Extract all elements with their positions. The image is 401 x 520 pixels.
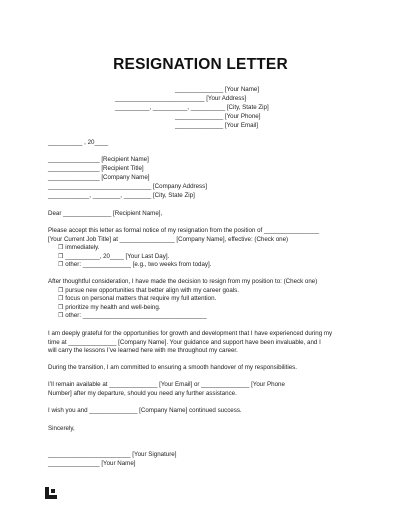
sender-phone-field: ______________ [Your Phone] — [175, 113, 261, 120]
paragraph-reason: After thoughtful consideration, I have made the decision to resign from my position to: (Check one) — [48, 278, 318, 285]
sender-address-field: __________________________ [Your Address] — [115, 95, 247, 102]
date-field: __________ , 20____ — [48, 139, 109, 146]
printed-name-field: _______________ [Your Name] — [48, 460, 136, 467]
sender-name-field: ______________ [Your Name] — [175, 86, 260, 93]
recipient-address-field: ______________________________ [Company Address] — [48, 183, 207, 190]
paragraph-availability-line-2: Number] after my departure, should you need any further assistance. — [48, 389, 237, 397]
paragraph-wishes: I wish you and ______________ [Company Name] continued success. — [48, 407, 242, 414]
recipient-city-field: ____________, ________, ________ [City, State Zip] — [48, 192, 195, 199]
salutation: Dear ______________ [Recipient Name], — [48, 210, 163, 217]
effective-option-immediately[interactable]: ❐ immediately. — [58, 244, 100, 251]
paragraph-gratitude-line-1: I am deeply grateful for the opportunities for growth and development that I have experienced during my — [48, 330, 333, 337]
paragraph-notice-line-2: [Your Current Job Title] at ________________ [Company Name], effective: (Check one) — [48, 235, 289, 243]
sender-city-field: __________, __________, __________ [City, State Zip] — [115, 104, 269, 111]
paragraph-transition: During the transition, I am committed to ensuring a smooth handover of my responsibilities. — [48, 364, 297, 371]
recipient-name-field: _______________ [Recipient Name] — [48, 156, 149, 163]
legal-templates-logo-icon — [44, 486, 58, 500]
sender-email-field: ______________ [Your Email] — [175, 122, 259, 129]
paragraph-availability-line-1: I’ll remain available at ______________ [Your Email] or ______________ [Your Phone — [48, 381, 285, 388]
reason-option-other[interactable]: ❐ other: ____________________________________ — [58, 312, 207, 319]
closing: Sincerely, — [48, 425, 75, 432]
document-title: RESIGNATION LETTER — [113, 56, 288, 73]
recipient-title-field: _______________ [Recipient Title] — [48, 165, 144, 172]
effective-option-other[interactable]: ❐ other: ______________ [e.g., two weeks from today]. — [58, 261, 212, 268]
signature-field: ________________________ [Your Signature] — [48, 451, 177, 458]
paragraph-gratitude-line-3: will carry the lessons I’ve learned here with me throughout my career. — [48, 347, 238, 354]
reason-option-opportunities[interactable]: ❐ pursue new opportunities that better align with my career goals. — [58, 286, 239, 294]
recipient-company-field: _______________ [Company Name] — [48, 174, 150, 181]
paragraph-gratitude-line-2: time at ______________ [Company Name]. Your guidance and support have been invaluable, and I — [48, 338, 321, 346]
reason-option-personal[interactable]: ❐ focus on personal matters that require my full attention. — [58, 295, 217, 302]
effective-option-last-day[interactable]: ❐ __________, 20____ [Your Last Day]. — [58, 252, 170, 260]
reason-option-health[interactable]: ❐ prioritize my health and well-being. — [58, 303, 161, 311]
paragraph-notice-line-1: Please accept this letter as formal notice of my resignation from the position of ________________ — [48, 227, 320, 234]
